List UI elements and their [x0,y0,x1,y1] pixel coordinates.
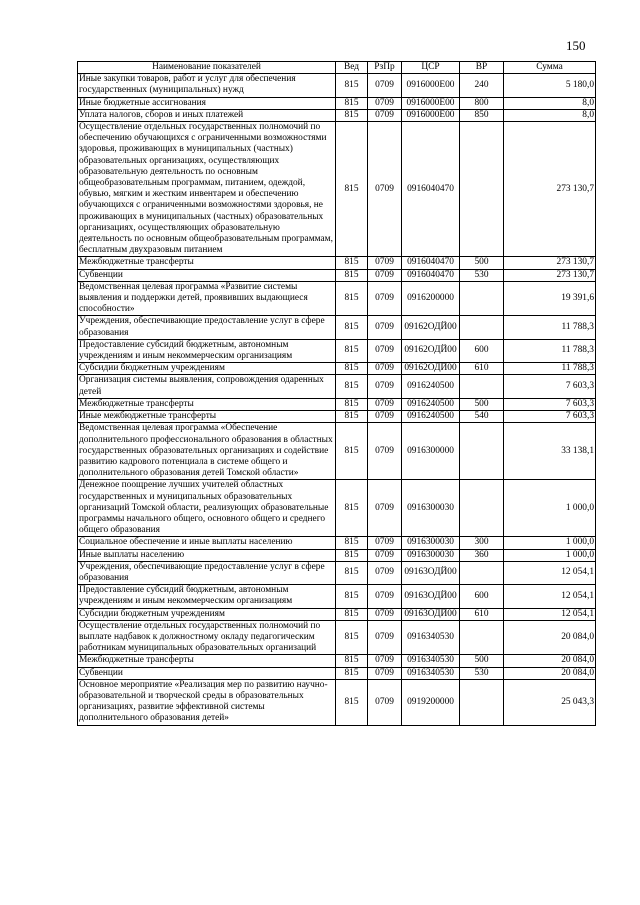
cell-sum: 33 138,1 [504,423,596,480]
cell-ved: 815 [336,585,368,608]
table-row [78,363,596,375]
cell-ved: 815 [336,257,368,269]
table-row [78,281,596,316]
table-row [78,655,596,667]
cell-ved: 815 [336,109,368,121]
table-row [78,257,596,269]
cell-ved: 815 [336,608,368,620]
cell-rzpr: 0709 [368,122,402,257]
cell-csr: 0916300030 [402,537,460,549]
cell-rzpr: 0709 [368,480,402,537]
table-row [78,411,596,423]
cell-sum: 5 180,0 [504,74,596,97]
cell-ved: 815 [336,655,368,667]
cell-csr: 09163ОДЙ00 [402,608,460,620]
cell-name: Основное мероприятие «Реализация мер по развитию научно-образовательной и творческой среды в образовательных организациях, развитие эффективной системы дополнительного образования детей» [78,679,336,725]
cell-rzpr: 0709 [368,423,402,480]
cell-rzpr: 0709 [368,97,402,109]
cell-rzpr: 0709 [368,316,402,339]
cell-ved: 815 [336,269,368,281]
table-row [78,679,596,725]
cell-rzpr: 0709 [368,549,402,561]
column-header-name: Наименование показателей [78,62,336,74]
cell-csr: 09162ОДЙ00 [402,339,460,362]
cell-vr: 600 [460,585,504,608]
cell-rzpr: 0709 [368,585,402,608]
cell-csr: 0916240500 [402,375,460,398]
cell-sum: 273 130,7 [504,257,596,269]
cell-name: Осуществление отдельных государственных полномочий по выплате надбавок к должностному окладу педагогическим работникам муниципальных образовательных организаций [78,620,336,655]
cell-ved: 815 [336,667,368,679]
cell-name: Предоставление субсидий бюджетным, автономным учреждениям и иным некоммерческим организациям [78,585,336,608]
cell-sum: 20 084,0 [504,667,596,679]
cell-csr: 0916300030 [402,549,460,561]
cell-ved: 815 [336,679,368,725]
cell-csr: 0916340530 [402,620,460,655]
cell-sum: 1 000,0 [504,549,596,561]
cell-rzpr: 0709 [368,398,402,410]
cell-name: Субвенции [78,269,336,281]
cell-csr: 0916000Е00 [402,74,460,97]
table-row [78,620,596,655]
cell-ved: 815 [336,122,368,257]
cell-sum: 273 130,7 [504,269,596,281]
cell-csr: 0916040470 [402,257,460,269]
cell-name: Уплата налогов, сборов и иных платежей [78,109,336,121]
cell-vr [460,620,504,655]
cell-sum: 19 391,6 [504,281,596,316]
cell-ved: 815 [336,423,368,480]
table-row [78,585,596,608]
cell-csr: 09163ОДЙ00 [402,561,460,584]
cell-rzpr: 0709 [368,375,402,398]
cell-vr: 600 [460,339,504,362]
cell-rzpr: 0709 [368,257,402,269]
cell-rzpr: 0709 [368,109,402,121]
cell-rzpr: 0709 [368,269,402,281]
cell-name: Социальное обеспечение и иные выплаты населению [78,537,336,549]
table-row [78,667,596,679]
cell-name: Межбюджетные трансферты [78,257,336,269]
cell-vr: 360 [460,549,504,561]
cell-csr: 0916240500 [402,398,460,410]
budget-table [77,61,596,726]
cell-vr: 240 [460,74,504,97]
cell-name: Субсидии бюджетным учреждениям [78,608,336,620]
cell-name: Денежное поощрение лучших учителей областных государственных и муниципальных образовательных организаций Томской области, реализующих образовательные программы начального общего, основного общего и среднего общего образования [78,480,336,537]
cell-csr: 0916300000 [402,423,460,480]
cell-name: Субсидии бюджетным учреждениям [78,363,336,375]
table-row [78,97,596,109]
cell-sum: 7 603,3 [504,398,596,410]
cell-sum: 12 054,1 [504,561,596,584]
table-row [78,316,596,339]
cell-name: Иные бюджетные ассигнования [78,97,336,109]
table-row [78,109,596,121]
cell-rzpr: 0709 [368,655,402,667]
cell-vr: 540 [460,411,504,423]
table-row [78,269,596,281]
cell-csr: 0916340530 [402,667,460,679]
table-row [78,561,596,584]
cell-ved: 815 [336,398,368,410]
cell-vr [460,316,504,339]
cell-name: Осуществление отдельных государственных полномочий по обеспечению обучающихся с ограниченными возможностями здоровья, проживающих в муниципальных (частных) образовательных организациях, осуществляющих образовательную деятельность по основным общеобразовательным программам, питанием, одеждой, обувью, мягким и жестким инвентарем и обеспечению обучающихся с ограниченными возможностями здоровья, не проживающих в муниципальных (частных) образовательных организациях, осуществляющих образовательную деятельность по основным общеобразовательным программам, бесплатным двухразовым питанием [78,122,336,257]
cell-sum: 11 788,3 [504,316,596,339]
cell-csr: 0916000Е00 [402,109,460,121]
cell-ved: 815 [336,281,368,316]
cell-vr: 500 [460,257,504,269]
table-body [78,74,596,725]
cell-vr [460,561,504,584]
cell-ved: 815 [336,561,368,584]
cell-vr [460,423,504,480]
cell-csr: 0916040470 [402,122,460,257]
cell-vr: 850 [460,109,504,121]
cell-ved: 815 [336,375,368,398]
cell-vr: 610 [460,608,504,620]
cell-sum: 11 788,3 [504,363,596,375]
cell-rzpr: 0709 [368,561,402,584]
cell-csr: 09162ОДЙ00 [402,316,460,339]
cell-ved: 815 [336,411,368,423]
cell-sum: 1 000,0 [504,480,596,537]
cell-name: Ведомственная целевая программа «Обеспечение дополнительного профессионального образования в областных государственных образовательных организациях и содействие развитию кадрового потенциала в системе общего и дополнительного образования детей Томской области» [78,423,336,480]
cell-rzpr: 0709 [368,281,402,316]
table-row [78,480,596,537]
cell-ved: 815 [336,537,368,549]
cell-ved: 815 [336,549,368,561]
table-row [78,375,596,398]
cell-rzpr: 0709 [368,74,402,97]
cell-sum: 25 043,3 [504,679,596,725]
cell-csr: 0916040470 [402,269,460,281]
cell-csr: 0916340530 [402,655,460,667]
table-row [78,398,596,410]
cell-sum: 11 788,3 [504,339,596,362]
cell-ved: 815 [336,316,368,339]
cell-csr: 09162ОДЙ00 [402,363,460,375]
cell-csr: 0919200000 [402,679,460,725]
column-header-sum: Сумма [504,62,596,74]
cell-name: Межбюджетные трансферты [78,655,336,667]
cell-name: Учреждения, обеспечивающие предоставление услуг в сфере образования [78,561,336,584]
cell-name: Предоставление субсидий бюджетным, автономным учреждениям и иным некоммерческим организациям [78,339,336,362]
column-header-vr: ВР [460,62,504,74]
table-row [78,549,596,561]
cell-rzpr: 0709 [368,537,402,549]
cell-vr: 610 [460,363,504,375]
cell-name: Иные межбюджетные трансферты [78,411,336,423]
table-row [78,339,596,362]
cell-rzpr: 0709 [368,339,402,362]
table-row [78,74,596,97]
cell-rzpr: 0709 [368,679,402,725]
cell-vr: 500 [460,655,504,667]
cell-csr: 0916300030 [402,480,460,537]
cell-name: Субвенции [78,667,336,679]
cell-ved: 815 [336,620,368,655]
cell-name: Иные закупки товаров, работ и услуг для обеспечения государственных (муниципальных) нужд [78,74,336,97]
table-row [78,608,596,620]
cell-name: Ведомственная целевая программа «Развитие системы выявления и поддержки детей, проявивших выдающиеся способности» [78,281,336,316]
cell-csr: 0916000Е00 [402,97,460,109]
column-header-rzpr: РзПр [368,62,402,74]
cell-vr: 300 [460,537,504,549]
table-header-row [78,62,596,74]
cell-sum: 273 130,7 [504,122,596,257]
column-header-ved: Вед [336,62,368,74]
cell-name: Иные выплаты населению [78,549,336,561]
cell-vr [460,375,504,398]
cell-name: Организация системы выявления, сопровождения одаренных детей [78,375,336,398]
cell-sum: 7 603,3 [504,375,596,398]
cell-ved: 815 [336,339,368,362]
cell-ved: 815 [336,363,368,375]
cell-sum: 12 054,1 [504,585,596,608]
cell-vr [460,480,504,537]
cell-ved: 815 [336,480,368,537]
page-number: 150 [566,38,586,53]
cell-ved: 815 [336,97,368,109]
cell-sum: 7 603,3 [504,411,596,423]
cell-ved: 815 [336,74,368,97]
cell-sum: 1 000,0 [504,537,596,549]
cell-vr [460,122,504,257]
cell-csr: 0916200000 [402,281,460,316]
cell-sum: 20 084,0 [504,620,596,655]
cell-vr: 530 [460,269,504,281]
cell-rzpr: 0709 [368,667,402,679]
cell-sum: 8,0 [504,109,596,121]
cell-vr [460,679,504,725]
cell-vr: 500 [460,398,504,410]
cell-sum: 8,0 [504,97,596,109]
cell-rzpr: 0709 [368,620,402,655]
column-header-csr: ЦСР [402,62,460,74]
cell-rzpr: 0709 [368,363,402,375]
cell-rzpr: 0709 [368,411,402,423]
cell-name: Учреждения, обеспечивающие предоставление услуг в сфере образования [78,316,336,339]
cell-name: Межбюджетные трансферты [78,398,336,410]
cell-rzpr: 0709 [368,608,402,620]
table-row [78,122,596,257]
cell-sum: 20 084,0 [504,655,596,667]
cell-sum: 12 054,1 [504,608,596,620]
cell-csr: 09163ОДЙ00 [402,585,460,608]
cell-vr [460,281,504,316]
table-row [78,423,596,480]
table-row [78,537,596,549]
cell-csr: 0916240500 [402,411,460,423]
cell-vr: 800 [460,97,504,109]
cell-vr: 530 [460,667,504,679]
